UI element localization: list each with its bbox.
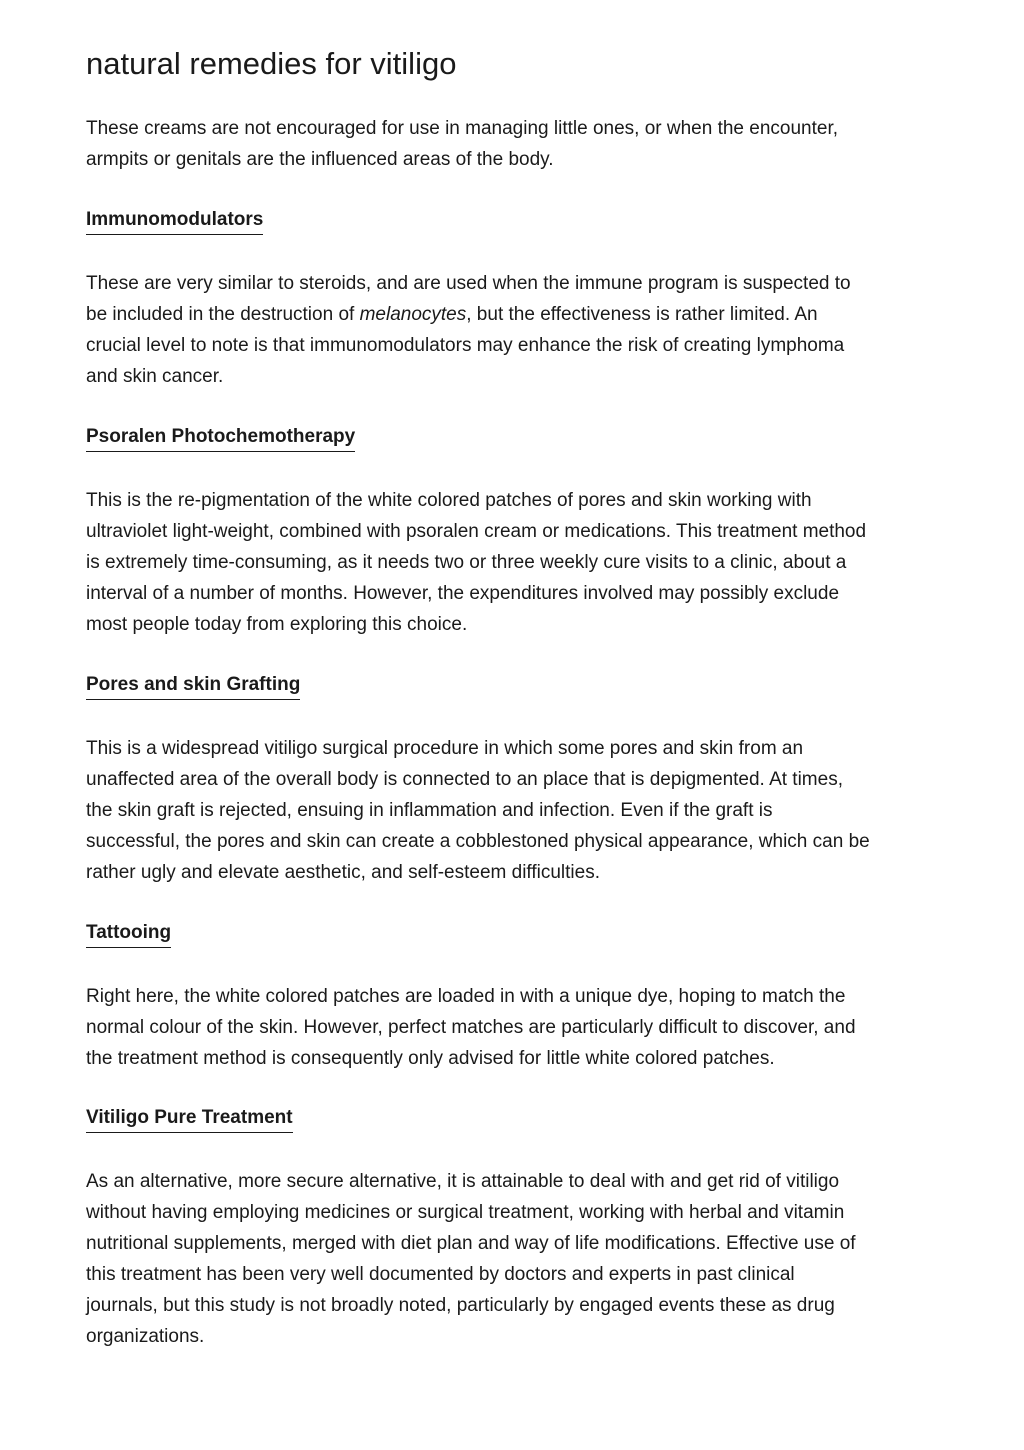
paragraph-line: this treatment has been very well documented by doctors and experts in past clinical <box>86 1264 795 1285</box>
intro-paragraph <box>86 113 946 175</box>
paragraph-line: the skin graft is rejected, ensuing in inflammation and infection. Even if the graft is <box>86 800 773 821</box>
italic-term: melanocytes <box>359 304 467 325</box>
paragraph-line: is extremely time-consuming, as it needs two or three weekly cure visits to a clinic, about a <box>86 552 847 573</box>
section-paragraph-psoralen <box>86 485 946 640</box>
paragraph-line: These creams are not encouraged for use in managing little ones, or when the encounter, <box>86 118 839 139</box>
paragraph-line: unaffected area of the overall body is connected to an place that is depigmented. At times, <box>86 769 843 790</box>
paragraph-line: successful, the pores and skin can create a cobblestoned physical appearance, which can be <box>86 831 870 852</box>
paragraph-line: most people today from exploring this choice. <box>86 614 468 635</box>
paragraph-line: rather ugly and elevate aesthetic, and self-esteem difficulties. <box>86 862 600 883</box>
paragraph-line: armpits or genitals are the influenced areas of the body. <box>86 149 554 170</box>
paragraph-line: As an alternative, more secure alternative, it is attainable to deal with and get rid of vitiligo <box>86 1171 840 1192</box>
section-heading-immunomodulators: Immunomodulators <box>86 208 263 235</box>
section-paragraph-immunomodulators <box>86 268 946 392</box>
paragraph-line: ultraviolet light-weight, combined with psoralen cream or medications. This treatment method <box>86 521 867 542</box>
section-heading-psoralen: Psoralen Photochemotherapy <box>86 425 355 452</box>
section-paragraph-tattooing <box>86 981 946 1074</box>
paragraph-line: crucial level to note is that immunomodulators may enhance the risk of creating lymphoma <box>86 335 845 356</box>
section-heading-pure-treatment: Vitiligo Pure Treatment <box>86 1106 293 1133</box>
text-run: be included in the destruction of <box>86 304 360 325</box>
paragraph-line: These are very similar to steroids, and are used when the immune program is suspected to <box>86 273 851 294</box>
paragraph-line <box>86 299 946 330</box>
page-title: natural remedies for vitiligo <box>86 46 457 81</box>
paragraph-line: normal colour of the skin. However, perfect matches are particularly difficult to discover, and <box>86 1017 856 1038</box>
section-paragraph-skin-grafting <box>86 733 946 888</box>
paragraph-line: the treatment method is consequently only advised for little white colored patches. <box>86 1048 775 1069</box>
text-run: , but the effectiveness is rather limited. An <box>466 304 818 325</box>
paragraph-line: without having employing medicines or surgical treatment, working with herbal and vitamin <box>86 1202 845 1223</box>
paragraph-line: This is a widespread vitiligo surgical procedure in which some pores and skin from an <box>86 738 804 759</box>
paragraph-line: and skin cancer. <box>86 366 224 387</box>
paragraph-line: This is the re-pigmentation of the white colored patches of pores and skin working with <box>86 490 812 511</box>
section-paragraph-pure-treatment <box>86 1166 946 1352</box>
section-heading-skin-grafting: Pores and skin Grafting <box>86 673 300 700</box>
paragraph-line: Right here, the white colored patches are loaded in with a unique dye, hoping to match the <box>86 986 846 1007</box>
paragraph-line: journals, but this study is not broadly noted, particularly by engaged events these as drug <box>86 1295 835 1316</box>
paragraph-line: organizations. <box>86 1326 205 1347</box>
paragraph-line: nutritional supplements, merged with diet plan and way of life modifications. Effective use of <box>86 1233 856 1254</box>
section-heading-tattooing: Tattooing <box>86 921 171 948</box>
paragraph-line: interval of a number of months. However, the expenditures involved may possibly exclude <box>86 583 840 604</box>
